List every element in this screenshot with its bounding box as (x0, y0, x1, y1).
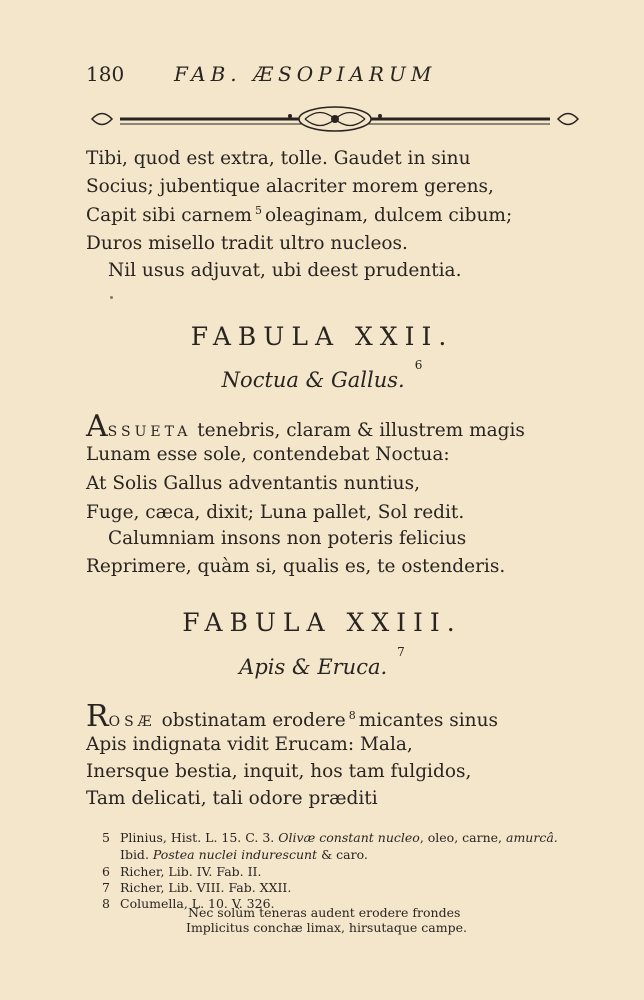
verse-line: Lunam esse sole, contendebat Noctua: (86, 444, 450, 465)
note-ref: 5 (254, 204, 262, 217)
verse-line: Nil usus adjuvat, ubi deest prudentia. (108, 260, 462, 281)
verse-line-opening: ROSÆ obstinatam erodere $^8$ micantes sinus (86, 699, 499, 734)
verse-line-opening: ASSUETA tenebris, claram & illustrem magis (86, 409, 525, 444)
fable-title: FABULA XXII. (190, 322, 454, 351)
footnote: Implicitus conchæ limax, hirsutaque campe. (186, 920, 467, 935)
footnote: Ibid. Postea nuclei indurescunt & caro. (120, 847, 368, 862)
verse-line: Tibi, quod est extra, tolle. Gaudet in sinu (86, 148, 471, 169)
footnote: 7 Richer, Lib. VIII. Fab. XXII. (102, 880, 292, 895)
drop-cap: A (86, 409, 108, 444)
verse-line: Duros misello tradit ultro nucleos. (86, 233, 408, 254)
note-ref: 6 (414, 358, 423, 372)
ornamental-rule-icon (90, 102, 580, 136)
fable-title: FABULA XXIII. (182, 608, 462, 637)
note-ref: 8 (348, 709, 356, 722)
verse-line: Capit sibi carnem $^5$ oleaginam, dulcem cibum; (86, 204, 513, 226)
verse-line: At Solis Gallus adventantis nuntius, (86, 473, 420, 494)
verse-line: Reprimere, quàm si, qualis es, te ostenderis. (86, 556, 506, 577)
verse-line: Apis indignata vidit Erucam: Mala, (86, 734, 413, 755)
verse-line: Calumniam insons non poteris felicius (108, 528, 467, 549)
ink-speck (110, 296, 113, 299)
page-header (86, 62, 586, 92)
footnote: 6 Richer, Lib. IV. Fab. II. (102, 864, 262, 879)
footnote: 8 Columella, L. 10. V. 326. (102, 896, 275, 911)
fable-subtitle: Apis & Eruca.$^7$ (239, 645, 405, 679)
running-head: FAB. ÆSOPIARUM (174, 62, 437, 86)
page-number: 180 (86, 62, 125, 86)
verse-line: Socius; jubentique alacriter morem gerens, (86, 176, 494, 197)
verse-line: Inersque bestia, inquit, hos tam fulgidos, (86, 761, 472, 782)
verse-line: Tam delicati, tali odore præditi (86, 788, 378, 809)
footnote: 5 Plinius, Hist. L. 15. C. 3. Olivæ constant nucleo, oleo, carne, amurcâ. (102, 830, 558, 845)
drop-cap: R (86, 699, 109, 734)
footnote: Nec solùm teneras audent erodere frondes (188, 905, 461, 920)
verse-line: Fuge, cæca, dixit; Luna pallet, Sol redit. (86, 502, 465, 523)
fable-subtitle: Noctua & Gallus.$^6$ (221, 358, 423, 392)
note-ref: 7 (397, 645, 405, 659)
